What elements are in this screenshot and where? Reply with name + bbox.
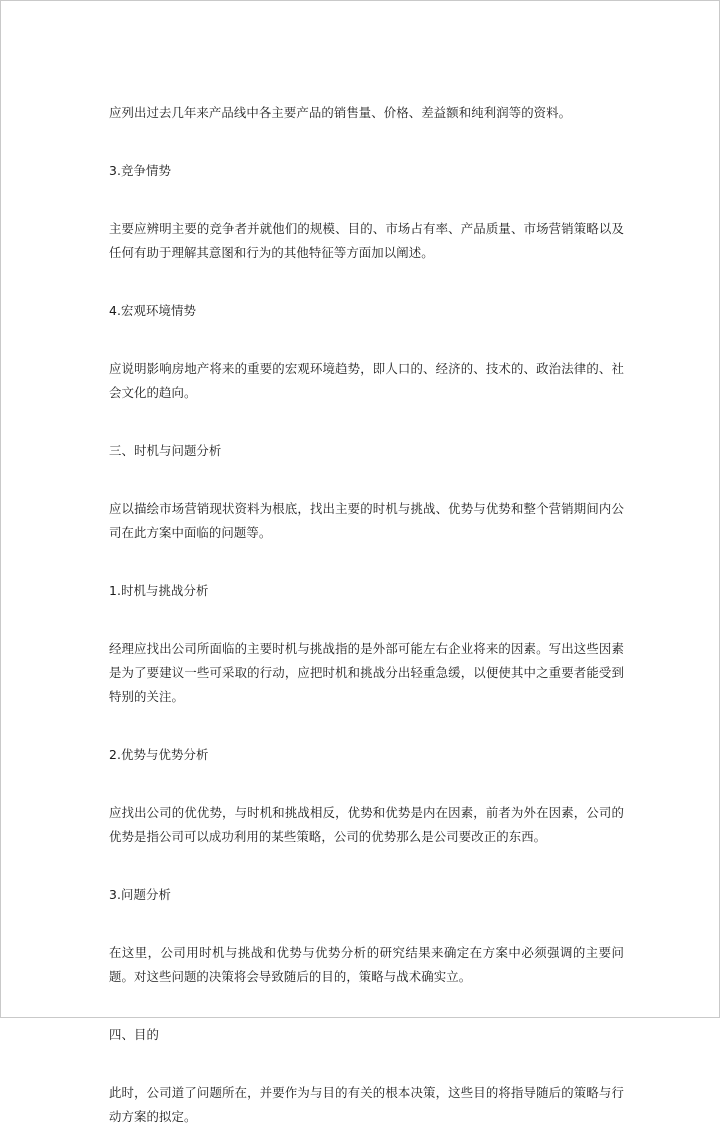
document-body — [109, 101, 624, 1129]
section-heading-opportunity-analysis: 三、时机与问题分析 — [109, 443, 222, 458]
heading-competition: 3.竞争情势 — [109, 163, 171, 178]
heading-problem-analysis: 3.问题分析 — [109, 887, 171, 902]
paragraph-macro-environment: 应说明影响房地产将来的重要的宏观环境趋势，即人口的、经济的、技术的、政治法律的、社会文化的趋向。 — [109, 361, 624, 400]
paragraph-opportunity-analysis: 应以描绘市场营销现状资料为根底，找出主要的时机与挑战、优势与优势和整个营销期间内公司在此方案中面临的问题等。 — [109, 501, 624, 540]
paragraph-problem-analysis: 在这里，公司用时机与挑战和优势与优势分析的研究结果来确定在方案中必须强调的主要问题。对这些问题的决策将会导致随后的目的，策略与战术确实立。 — [109, 945, 624, 984]
heading-macro-environment: 4.宏观环境情势 — [109, 303, 196, 318]
section-heading-objectives: 四、目的 — [109, 1027, 159, 1042]
paragraph-opportunity-challenge: 经理应找出公司所面临的主要时机与挑战指的是外部可能左右企业将来的因素。写出这些因素是为了要建议一些可采取的行动，应把时机和挑战分出轻重急缓，以便使其中之重要者能受到特别的关注。 — [109, 641, 624, 704]
paragraph-objectives: 此时，公司道了问题所在，并要作为与目的有关的根本决策，这些目的将指导随后的策略与行动方案的拟定。 — [109, 1085, 624, 1124]
heading-strength-analysis: 2.优势与优势分析 — [109, 747, 209, 762]
paragraph-sales-data: 应列出过去几年来产品线中各主要产品的销售量、价格、差益额和纯利润等的资料。 — [109, 105, 572, 120]
paragraph-competition: 主要应辨明主要的竞争者并就他们的规模、目的、市场占有率、产品质量、市场营销策略以及任何有助于理解其意图和行为的其他特征等方面加以阐述。 — [109, 221, 624, 260]
paragraph-strength-analysis: 应找出公司的优优势，与时机和挑战相反，优势和优势是内在因素，前者为外在因素，公司的优势是指公司可以成功利用的某些策略，公司的优势那么是公司要改正的东西。 — [109, 805, 624, 844]
heading-opportunity-challenge: 1.时机与挑战分析 — [109, 583, 209, 598]
